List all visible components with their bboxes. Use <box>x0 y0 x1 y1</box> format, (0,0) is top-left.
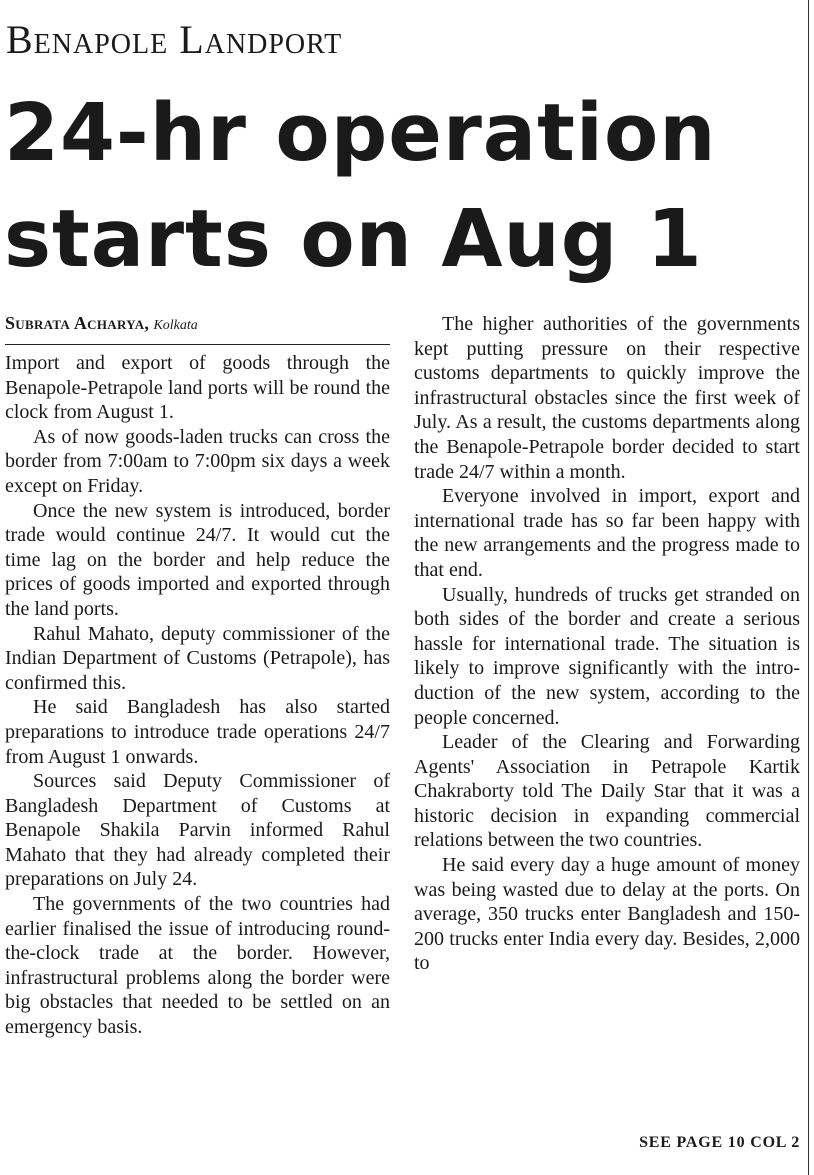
byline <box>5 312 390 345</box>
paragraph: Usually, hundreds of trucks get stranded on both sides of the border and create a serious hassle for international trade. The situation is likely to improve significantly with the introduction of the new system, according to the people concerned. <box>414 583 800 729</box>
paragraph: Sources said Deputy Commissioner of Bangladesh Department of Customs at Benapole Shakila Parvin informed Rahul Mahato that they had already completed their preparations on July 24. <box>5 770 390 891</box>
headline-line-2: starts on Aug 1 <box>4 193 703 285</box>
byline-location: Kolkata <box>153 318 198 333</box>
byline-author: Subrata Acharya, <box>5 313 150 333</box>
paragraph: The higher authorities of the governments kept putting pressure on their respective customs departments to quickly improve the infrastructural obstacles since the first week of July. As a result, the customs departments along the Benapole-Petrapole border decided to start trade 24/7 within a month. <box>414 313 800 483</box>
paragraph: Once the new system is introduced, border trade would continue 24/7. It would cut the time lag on the border and help reduce the prices of goods imported and exported through the land ports. <box>5 499 390 620</box>
article-column-right <box>414 312 800 976</box>
article-column-left <box>5 312 390 1040</box>
section-kicker: Benapole Landport <box>6 17 343 62</box>
paragraph: He said every day a huge amount of money was being wasted due to delay at the ports. On average, 350 trucks enter Bangladesh and 150-200 trucks enter India every day. Besides, 2,000 to <box>414 854 800 975</box>
headline-line-1: 24-hr operation <box>4 87 717 179</box>
headline <box>4 80 804 292</box>
paragraph: Import and export of goods through the Benapole-Petrapole land ports will be round the clock from August 1. <box>5 352 390 424</box>
paragraph: Everyone involved in import, export and international trade has so far been happy with the new arrangements and the progress made to that end. <box>414 485 800 581</box>
column-rule <box>808 0 809 1175</box>
paragraph: As of now goods-laden trucks can cross the border from 7:00am to 7:00pm six days a week except on Friday. <box>5 425 390 497</box>
paragraph: He said Bangladesh has also started preparations to introduce trade operations 24/7 from August 1 onwards. <box>5 696 390 768</box>
paragraph: The governments of the two countries had earlier finalised the issue of introducing round-the-clock trade at the border. However, infrastructural problems along the border were big obstacles that needed to be settled on an emergency basis. <box>5 893 390 1039</box>
continuation-jump-line: SEE PAGE 10 COL 2 <box>639 1134 800 1151</box>
paragraph: Leader of the Clearing and Forwarding Agents' Association in Petrapole Kartik Chakraborty told The Daily Star that it was a historic decision in expanding commercial relations between the two countries. <box>414 731 800 852</box>
paragraph: Rahul Mahato, deputy commissioner of the Indian Department of Customs (Petrapole), has confirmed this. <box>5 622 390 694</box>
